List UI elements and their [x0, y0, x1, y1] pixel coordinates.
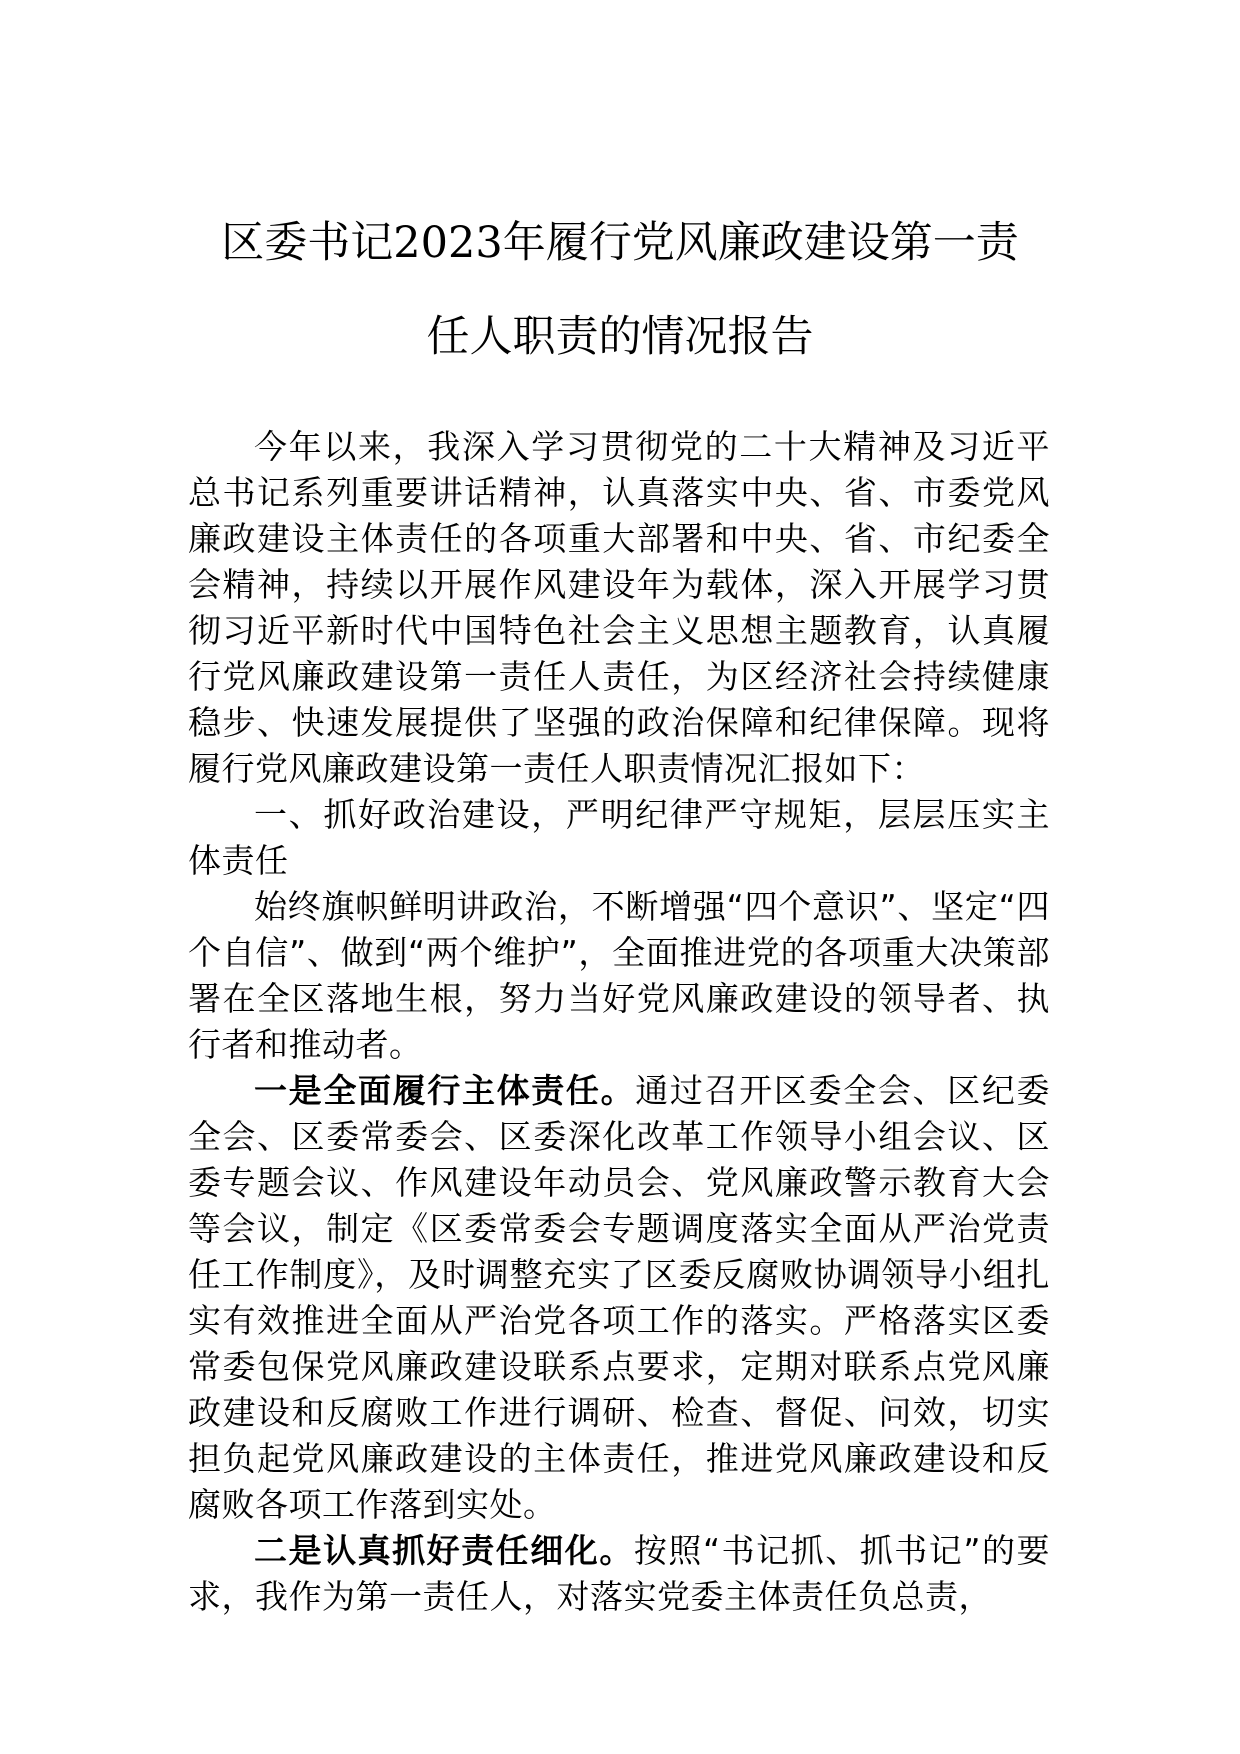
- document-title-line-1: 区委书记2023年履行党风廉政建设第一责: [221, 218, 1019, 268]
- point-1-text: 通过召开区委全会、区纪委全会、区委常委会、区委深化改革工作领导小组会议、区委专题会议、作风建设年动员会、党风廉政警示教育大会等会议，制定《区委常委会专题调度落实全面从严治党责任工作制度》，及时调整充实了区委反腐败协调领导小组扎实有效推进全面从严治党各项工作的落实。严格落实区委常委包保党风廉政建设联系点要求，定期对联系点党风廉政建设和反腐败工作进行调研、检查、督促、问效，切实担负起党风廉政建设的主体责任，推进党风廉政建设和反腐败各项工作落到实处。: [188, 1071, 1051, 1524]
- point-1-lead: 一是全面履行主体责任。: [254, 1071, 636, 1110]
- section-1-paragraph: 始终旗帜鲜明讲政治，不断增强“四个意识”、坚定“四个自信”、做到“两个维护”，全面推进党的各项重大决策部署在全区落地生根，努力当好党风廉政建设的领导者、执行者和推动者。: [188, 887, 1050, 1064]
- document-body: [188, 424, 1050, 1620]
- point-2-paragraph: [188, 1528, 1050, 1620]
- point-1-paragraph: [188, 1068, 1050, 1528]
- point-2-text: 按照“书记抓、抓书记”的要求，我作为第一责任人，对落实党委主体责任负总责，: [188, 1531, 1050, 1616]
- document-title-line-2: 任人职责的情况报告: [426, 312, 814, 362]
- section-heading-1: 一、抓好政治建设，严明纪律严守规矩，层层压实主体责任: [188, 795, 1050, 880]
- point-2-lead: 二是认真抓好责任细化。: [254, 1531, 634, 1570]
- intro-paragraph: 今年以来，我深入学习贯彻党的二十大精神及习近平总书记系列重要讲话精神，认真落实中央、省、市委党风廉政建设主体责任的各项重大部署和中央、省、市纪委全会精神，持续以开展作风建设年为载体，深入开展学习贯彻习近平新时代中国特色社会主义思想主题教育，认真履行党风廉政建设第一责任人责任，为区经济社会持续健康稳步、快速发展提供了坚强的政治保障和纪律保障。现将履行党风廉政建设第一责任人职责情况汇报如下：: [188, 427, 1050, 788]
